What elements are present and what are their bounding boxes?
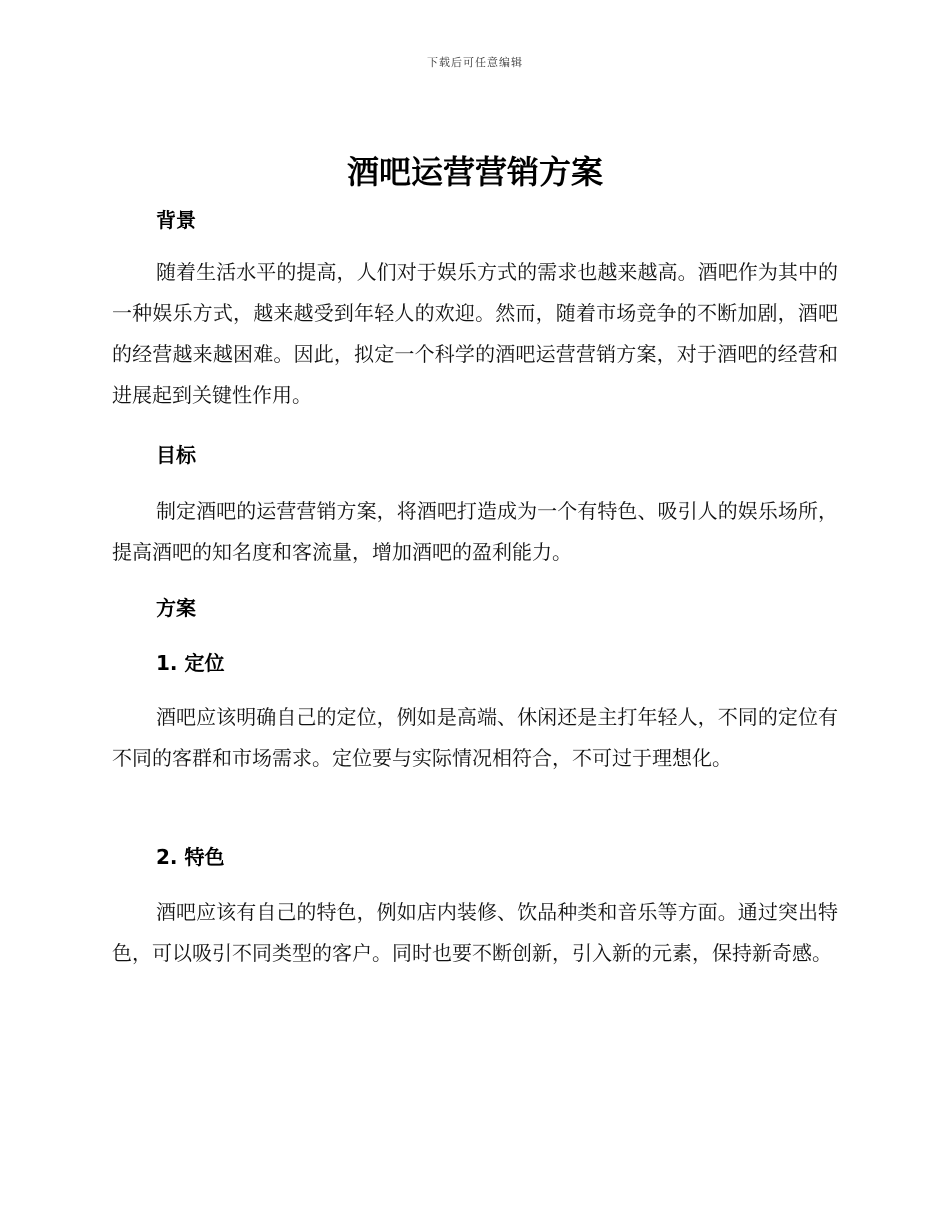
paragraph-features: 酒吧应该有自己的特色，例如店内装修、饮品种类和音乐等方面。通过突出特色，可以吸引不同类型的客户。同时也要不断创新，引入新的元素，保持新奇感。 <box>112 900 838 965</box>
document-title: 酒吧运营营销方案 <box>346 153 603 191</box>
paragraph-positioning: 酒吧应该明确自己的定位，例如是高端、休闲还是主打年轻人，不同的定位有不同的客群和市场需求。定位要与实际情况相符合，不可过于理想化。 <box>112 705 838 770</box>
heading-background: 背景 <box>156 208 196 232</box>
header-note: 下载后可任意编辑 <box>427 56 523 69</box>
heading-plan: 方案 <box>156 596 196 620</box>
heading-positioning: 1. 定位 <box>156 651 225 675</box>
paragraph-background: 随着生活水平的提高，人们对于娱乐方式的需求也越来越高。酒吧作为其中的一种娱乐方式，越来越受到年轻人的欢迎。然而，随着市场竞争的不断加剧，酒吧的经营越来越困难。因此，拟定一个科学的酒吧运营营销方案，对于酒吧的经营和进展起到关键性作用。 <box>112 260 838 407</box>
paragraph-goal: 制定酒吧的运营营销方案，将酒吧打造成为一个有特色、吸引人的娱乐场所，提高酒吧的知名度和客流量，增加酒吧的盈利能力。 <box>112 499 838 564</box>
heading-features: 2. 特色 <box>156 845 225 869</box>
heading-goal: 目标 <box>156 443 196 467</box>
